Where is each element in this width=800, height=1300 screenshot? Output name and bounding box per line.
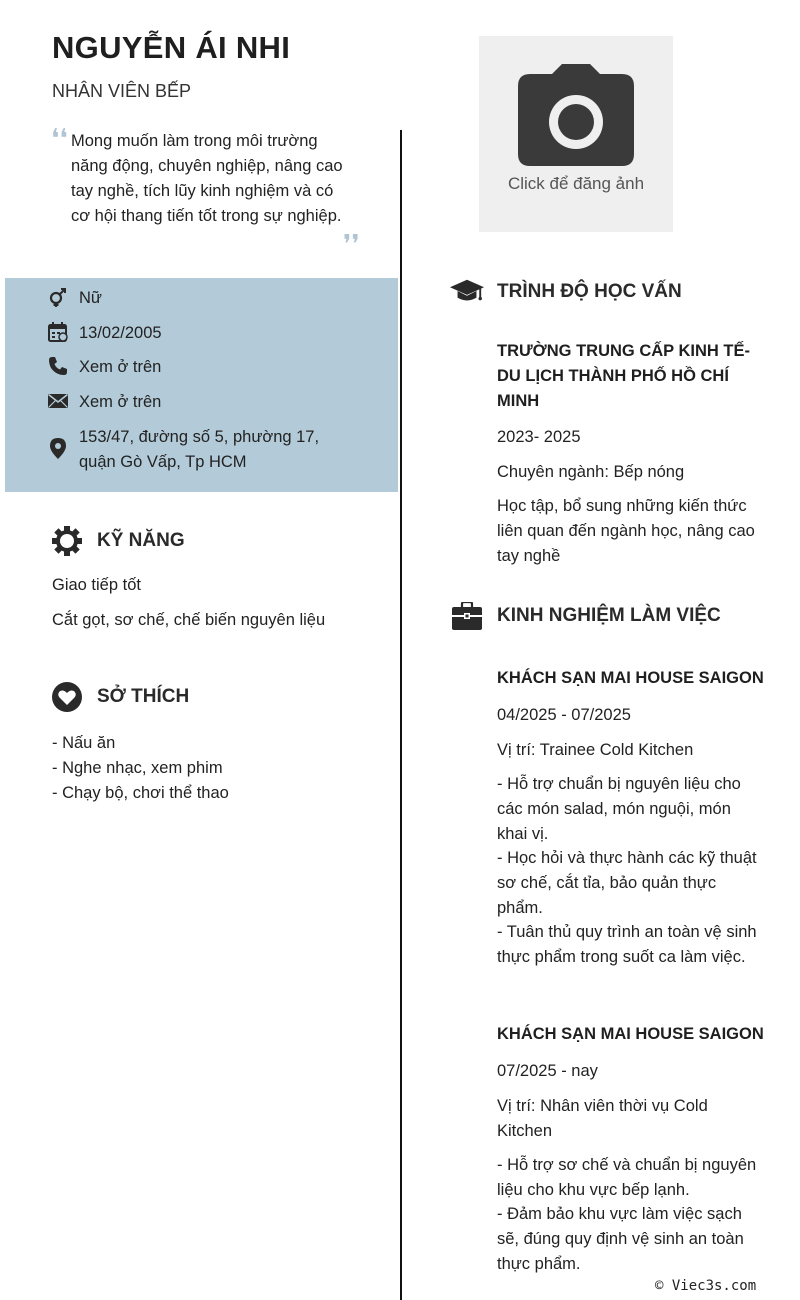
contact-email xyxy=(47,390,349,415)
contact-phone xyxy=(47,355,349,380)
job-period: 07/2025 - nay xyxy=(497,1062,598,1080)
gender-text: Nữ xyxy=(79,289,102,307)
education-description: Học tập, bổ sung những kiến thức liên quan đến ngành học, nâng cao tay nghề xyxy=(497,497,755,565)
skill-item: Cắt gọt, sơ chế, chế biến nguyên liệu xyxy=(52,611,326,629)
photo-upload[interactable] xyxy=(479,36,673,232)
contact-gender xyxy=(47,286,349,311)
education-major: Chuyên ngành: Bếp nóng xyxy=(497,463,685,481)
job-position: Vị trí: Trainee Cold Kitchen xyxy=(497,741,694,759)
skills-heading: KỸ NĂNG xyxy=(97,530,185,551)
hobby-item: - Nấu ăn xyxy=(52,734,116,752)
candidate-name: NGUYỄN ÁI NHI xyxy=(52,30,291,65)
footer-copyright: © Viec3s.com xyxy=(655,1278,757,1294)
hobbies-header xyxy=(50,680,189,714)
photo-caption: Click để đăng ảnh xyxy=(507,174,645,193)
education-period: 2023- 2025 xyxy=(497,428,581,446)
gender-icon xyxy=(47,286,69,308)
email-text: Xem ở trên xyxy=(79,393,162,411)
graduation-cap-icon xyxy=(450,275,484,309)
briefcase-icon xyxy=(450,599,484,633)
phone-text: Xem ở trên xyxy=(79,358,162,376)
camera-icon xyxy=(518,64,634,166)
school-name: TRƯỜNG TRUNG CẤP KINH TẾ- DU LỊCH THÀNH PHỐ HỒ CHÍ MINH xyxy=(497,342,750,410)
calendar-icon xyxy=(47,321,69,343)
job-company: KHÁCH SẠN MAI HOUSE SAIGON xyxy=(497,669,764,687)
job-duty: - Đảm bảo khu vực làm việc sạch sẽ, đúng quy định vệ sinh an toàn thực phẩm. xyxy=(497,1205,744,1273)
hobbies-heading: SỞ THÍCH xyxy=(97,686,190,707)
job-duty: - Hỗ trợ chuẩn bị nguyên liệu cho các món salad, món nguội, món khai vị. xyxy=(497,775,741,843)
job-duty: - Tuân thủ quy trình an toàn vệ sinh thực phẩm trong suốt ca làm việc. xyxy=(497,923,757,966)
quote-open-icon: ❛❛ xyxy=(51,124,68,154)
hobby-item: - Nghe nhạc, xem phim xyxy=(52,759,223,777)
phone-icon xyxy=(47,355,69,377)
education-heading: TRÌNH ĐỘ HỌC VẤN xyxy=(497,281,682,302)
skills-header xyxy=(50,524,185,558)
job-position: Vị trí: Nhân viên thời vụ Cold Kitchen xyxy=(497,1097,708,1140)
heart-icon xyxy=(50,680,84,714)
skill-item: Giao tiếp tốt xyxy=(52,576,141,594)
gear-icon xyxy=(50,524,84,558)
hobby-item: - Chạy bộ, chơi thể thao xyxy=(52,784,229,802)
address-text: 153/47, đường số 5, phường 17, quận Gò Vấp, Tp HCM xyxy=(79,428,320,471)
job-company: KHÁCH SẠN MAI HOUSE SAIGON xyxy=(497,1025,764,1043)
email-icon xyxy=(47,390,69,412)
job-duty: - Hỗ trợ sơ chế và chuẩn bị nguyên liệu cho khu vực bếp lạnh. xyxy=(497,1156,757,1199)
contact-birthday xyxy=(47,321,349,346)
job-title: NHÂN VIÊN BẾP xyxy=(52,81,192,101)
job-duty: - Học hỏi và thực hành các kỹ thuật sơ chế, cắt tỉa, bảo quản thực phẩm. xyxy=(497,849,757,917)
experience-heading: KINH NGHIỆM LÀM VIỆC xyxy=(497,605,721,626)
contact-address xyxy=(47,425,349,475)
column-divider xyxy=(400,130,402,1300)
career-objective: Mong muốn làm trong môi trường năng động, chuyên nghiệp, nâng cao tay nghề, tích lũy kinh nghiệm và có cơ hội thang tiến tốt trong sự nghiệp. xyxy=(71,132,343,225)
birthday-text: 13/02/2005 xyxy=(79,324,162,342)
experience-header xyxy=(450,599,721,633)
quote-close-icon: ❜❜ xyxy=(343,230,360,260)
education-header xyxy=(450,275,682,309)
location-icon xyxy=(47,437,69,459)
job-period: 04/2025 - 07/2025 xyxy=(497,706,631,724)
